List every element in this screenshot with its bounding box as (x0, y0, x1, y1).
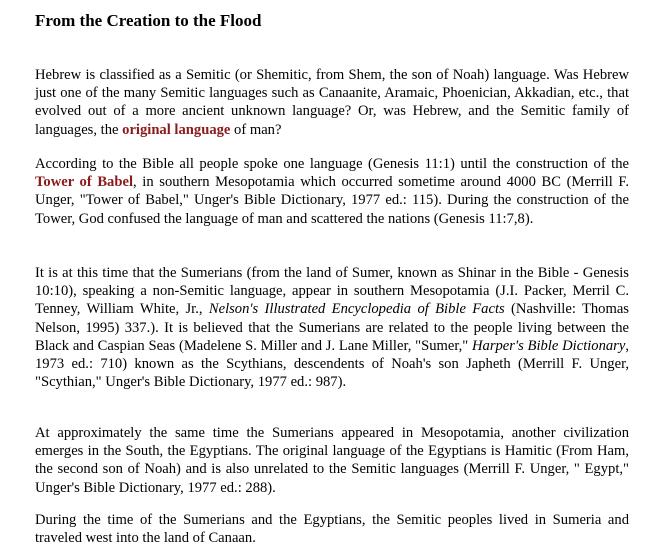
paragraph-semitic-classification (35, 66, 629, 139)
book-title-nelsons: Nelson's Illustrated Encyclopedia of Bible Facts (208, 301, 505, 318)
paragraph-egyptians: At approximately the same time the Sumerians appeared in Mesopotamia, another civilization emerges in the South, the Egyptians. The original language of the Egyptians is Hamitic (From Ham, the second son of Noah) and is also unrelated to the Semitic languages (Merrill F. Unger, " Egypt," Unger's Bible Dictionary, 1977 ed.: 288). (35, 425, 629, 496)
paragraph-semitic-peoples: During the time of the Sumerians and the Egyptians, the Semitic peoples lived in Sumeria and traveled west into the land of Canaan. (35, 512, 629, 547)
paragraph-text: Hebrew is classified as a Semitic (or Shemitic, from Shem, the son of Noah) language. Was Hebrew just one of the many Semitic languages such as Canaanite, Aramaic, Phoenician, Akkadian, etc., that evolved out of a more ancient unknown language? Or, was Hebrew, and the Semitic family of languages, the (35, 67, 629, 138)
paragraph-sumerians (35, 264, 629, 391)
page-title: From the Creation to the Flood (35, 11, 262, 30)
paragraph-text: , 1973 ed.: 710) known as the Scythians, descendents of Noah's son Japheth (Merrill F. Unger, "Scythian," Unger's Bible Dictionary, 1977 ed.: 987). (35, 337, 630, 391)
paragraph-text: (Nashville: Thomas Nelson, 1995) 337.). It is believed that the Sumerians are related to the people living between the Black and Caspian Seas (Madelene S. Miller and J. Lane Miller, "Sumer," (35, 301, 629, 354)
paragraph-tower-of-babel (35, 155, 629, 228)
paragraph-text: , in southern Mesopotamia which occurred sometime around 4000 BC (Merrill F. Unger, "Tower of Babel," Unger's Bible Dictionary, 1977 ed.: 115). During the construction of the Tower, God confused the language of man and scattered the nations (Genesis 11:7,8). (35, 174, 629, 227)
book-title-harpers: Harper's Bible Dictionary (472, 337, 626, 354)
original-language-link[interactable]: original language (122, 121, 231, 138)
paragraph-text: of man? (230, 121, 282, 138)
tower-of-babel-link[interactable]: Tower of Babel (35, 174, 134, 191)
paragraph-text: It is at this time that the Sumerians (from the land of Sumer, known as Shinar in the Bible - Genesis 10:10), speaking a non-Semitic language, appear in southern Mesopotamia (J.I. Packer, Merril C. Tenney, William White, Jr., (35, 265, 629, 318)
paragraph-text: According to the Bible all people spoke one language (Genesis 11:1) until the construction of the (35, 156, 629, 172)
